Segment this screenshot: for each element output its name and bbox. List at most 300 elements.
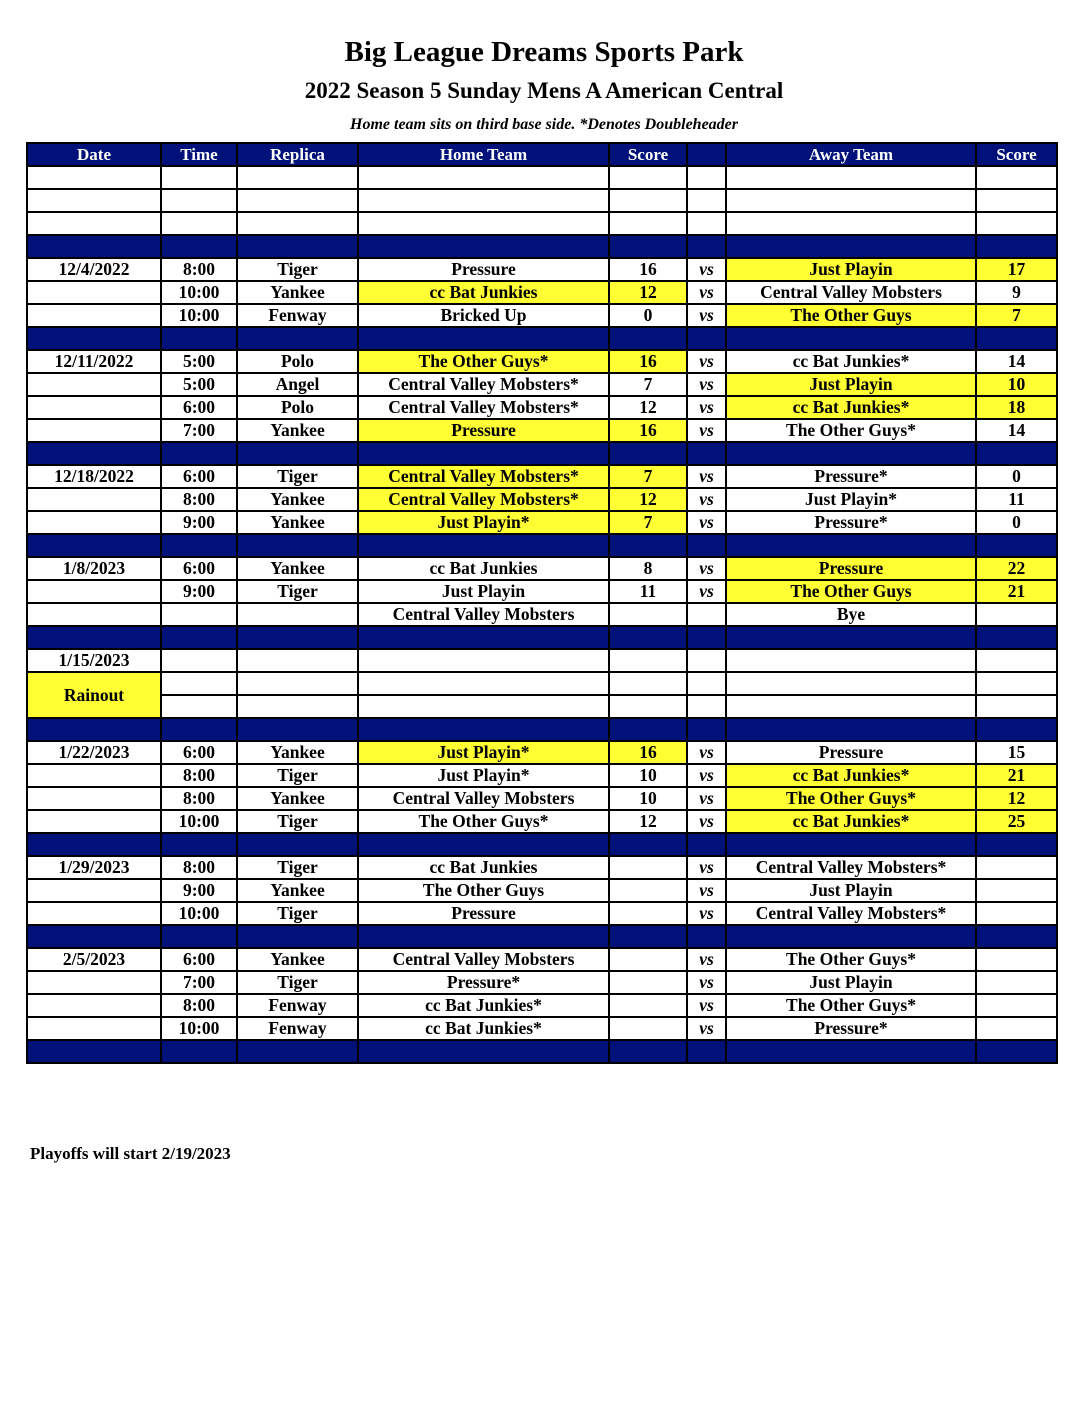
away-team-cell: Pressure* [726, 1017, 976, 1040]
away-team-cell: Just Playin [726, 258, 976, 281]
away-team-cell: The Other Guys* [726, 994, 976, 1017]
home-team-cell: Central Valley Mobsters [358, 948, 609, 971]
separator-cell [358, 534, 609, 557]
date-cell [27, 603, 161, 626]
replica-cell: Tiger [237, 856, 358, 879]
time-cell [161, 189, 237, 212]
away-score-cell: 18 [976, 396, 1057, 419]
home-score-cell: 0 [609, 304, 687, 327]
separator-cell [161, 235, 237, 258]
away-team-cell: Central Valley Mobsters* [726, 856, 976, 879]
table-row [27, 1017, 1057, 1040]
separator-cell [237, 925, 358, 948]
separator-cell [27, 442, 161, 465]
separator-cell [27, 833, 161, 856]
separator-cell [237, 327, 358, 350]
replica-cell [237, 166, 358, 189]
home-score-cell [609, 212, 687, 235]
vs-cell: vs [687, 350, 726, 373]
separator-cell [687, 718, 726, 741]
away-score-cell [976, 603, 1057, 626]
replica-cell [237, 695, 358, 718]
separator-cell [237, 442, 358, 465]
replica-cell: Yankee [237, 948, 358, 971]
separator-cell [27, 1040, 161, 1063]
home-team-cell: cc Bat Junkies* [358, 994, 609, 1017]
home-score-cell [609, 649, 687, 672]
home-team-cell: cc Bat Junkies [358, 281, 609, 304]
away-team-cell: The Other Guys* [726, 419, 976, 442]
col-header-vs [687, 143, 726, 166]
time-cell [161, 695, 237, 718]
away-score-cell: 9 [976, 281, 1057, 304]
home-score-cell: 16 [609, 350, 687, 373]
away-team-cell [726, 189, 976, 212]
separator-cell [161, 1040, 237, 1063]
separator-cell [237, 534, 358, 557]
away-score-cell [976, 649, 1057, 672]
home-team-cell [358, 672, 609, 695]
vs-cell: vs [687, 787, 726, 810]
time-cell: 8:00 [161, 787, 237, 810]
table-header-row [27, 143, 1057, 166]
away-team-cell: cc Bat Junkies* [726, 350, 976, 373]
separator-cell [609, 442, 687, 465]
home-score-cell [609, 902, 687, 925]
home-team-cell: The Other Guys* [358, 350, 609, 373]
home-score-cell: 7 [609, 465, 687, 488]
vs-cell: vs [687, 971, 726, 994]
home-score-cell: 12 [609, 396, 687, 419]
replica-cell: Yankee [237, 419, 358, 442]
replica-cell: Tiger [237, 580, 358, 603]
separator-row [27, 718, 1057, 741]
replica-cell: Tiger [237, 971, 358, 994]
table-row [27, 580, 1057, 603]
time-cell: 6:00 [161, 741, 237, 764]
home-team-cell [358, 695, 609, 718]
away-score-cell [976, 994, 1057, 1017]
date-cell: 12/18/2022 [27, 465, 161, 488]
home-score-cell: 16 [609, 741, 687, 764]
time-cell: 10:00 [161, 281, 237, 304]
vs-cell: vs [687, 764, 726, 787]
date-cell [27, 396, 161, 419]
replica-cell: Yankee [237, 281, 358, 304]
separator-cell [27, 327, 161, 350]
time-cell: 8:00 [161, 994, 237, 1017]
home-score-cell: 8 [609, 557, 687, 580]
separator-cell [976, 1040, 1057, 1063]
replica-cell: Yankee [237, 488, 358, 511]
away-score-cell: 21 [976, 764, 1057, 787]
table-row [27, 971, 1057, 994]
date-cell [27, 810, 161, 833]
replica-cell: Yankee [237, 879, 358, 902]
home-score-cell: 12 [609, 281, 687, 304]
home-team-cell: Central Valley Mobsters* [358, 373, 609, 396]
home-team-cell [358, 189, 609, 212]
home-team-cell: Pressure [358, 902, 609, 925]
date-cell: 1/8/2023 [27, 557, 161, 580]
separator-cell [976, 833, 1057, 856]
separator-cell [976, 235, 1057, 258]
separator-cell [687, 626, 726, 649]
home-team-cell: Central Valley Mobsters* [358, 396, 609, 419]
separator-row [27, 925, 1057, 948]
separator-cell [726, 327, 976, 350]
away-score-cell: 14 [976, 419, 1057, 442]
separator-cell [976, 442, 1057, 465]
vs-cell [687, 166, 726, 189]
time-cell: 5:00 [161, 350, 237, 373]
away-score-cell [976, 695, 1057, 718]
time-cell: 10:00 [161, 1017, 237, 1040]
away-score-cell: 21 [976, 580, 1057, 603]
vs-cell [687, 695, 726, 718]
away-team-cell: Pressure [726, 741, 976, 764]
home-team-cell: cc Bat Junkies* [358, 1017, 609, 1040]
replica-cell: Fenway [237, 1017, 358, 1040]
replica-cell [237, 603, 358, 626]
separator-row [27, 442, 1057, 465]
time-cell: 10:00 [161, 902, 237, 925]
time-cell: 7:00 [161, 971, 237, 994]
home-score-cell [609, 189, 687, 212]
time-cell: 7:00 [161, 419, 237, 442]
home-score-cell: 7 [609, 511, 687, 534]
replica-cell [237, 649, 358, 672]
vs-cell: vs [687, 396, 726, 419]
home-team-cell: Just Playin* [358, 764, 609, 787]
time-cell: 10:00 [161, 304, 237, 327]
time-cell: 9:00 [161, 580, 237, 603]
time-cell: 6:00 [161, 465, 237, 488]
away-team-cell: Pressure [726, 557, 976, 580]
date-cell [27, 373, 161, 396]
away-team-cell: Just Playin [726, 879, 976, 902]
replica-cell: Tiger [237, 258, 358, 281]
table-row [27, 396, 1057, 419]
playoffs-note: Playoffs will start 2/19/2023 [30, 1144, 231, 1163]
home-score-cell: 12 [609, 810, 687, 833]
home-team-cell: Just Playin* [358, 741, 609, 764]
col-header-away-score: Score [976, 143, 1057, 166]
page-title: Big League Dreams Sports Park [344, 36, 744, 68]
vs-cell [687, 189, 726, 212]
home-score-cell [609, 994, 687, 1017]
replica-cell: Tiger [237, 810, 358, 833]
table-row [27, 212, 1057, 235]
away-team-cell [726, 166, 976, 189]
home-score-cell [609, 166, 687, 189]
replica-cell: Angel [237, 373, 358, 396]
away-team-cell: Just Playin [726, 373, 976, 396]
table-row [27, 787, 1057, 810]
home-team-cell: Pressure [358, 419, 609, 442]
col-header-home-score: Score [609, 143, 687, 166]
table-row [27, 994, 1057, 1017]
table-row [27, 258, 1057, 281]
vs-cell: vs [687, 902, 726, 925]
date-cell [27, 488, 161, 511]
table-row [27, 695, 1057, 718]
home-score-cell: 12 [609, 488, 687, 511]
replica-cell: Tiger [237, 465, 358, 488]
date-cell [27, 902, 161, 925]
replica-cell: Fenway [237, 304, 358, 327]
date-cell [27, 994, 161, 1017]
home-team-cell: Bricked Up [358, 304, 609, 327]
home-team-cell: Just Playin* [358, 511, 609, 534]
table-row [27, 672, 1057, 695]
away-team-cell: Pressure* [726, 511, 976, 534]
replica-cell [237, 212, 358, 235]
away-team-cell: Central Valley Mobsters* [726, 902, 976, 925]
time-cell: 8:00 [161, 764, 237, 787]
home-score-cell [609, 948, 687, 971]
separator-cell [161, 327, 237, 350]
time-cell: 8:00 [161, 258, 237, 281]
separator-cell [358, 626, 609, 649]
date-cell [27, 419, 161, 442]
date-cell: 12/11/2022 [27, 350, 161, 373]
replica-cell: Fenway [237, 994, 358, 1017]
vs-cell: vs [687, 810, 726, 833]
separator-row [27, 1040, 1057, 1063]
replica-cell: Yankee [237, 741, 358, 764]
separator-cell [687, 925, 726, 948]
away-team-cell [726, 212, 976, 235]
away-team-cell: cc Bat Junkies* [726, 764, 976, 787]
vs-cell [687, 672, 726, 695]
home-team-cell [358, 166, 609, 189]
home-team-cell: cc Bat Junkies [358, 557, 609, 580]
separator-cell [976, 327, 1057, 350]
away-team-cell: cc Bat Junkies* [726, 810, 976, 833]
separator-cell [609, 626, 687, 649]
time-cell: 6:00 [161, 948, 237, 971]
home-score-cell: 10 [609, 764, 687, 787]
vs-cell [687, 212, 726, 235]
separator-cell [609, 925, 687, 948]
away-team-cell: Just Playin* [726, 488, 976, 511]
separator-cell [358, 833, 609, 856]
away-score-cell [976, 971, 1057, 994]
separator-cell [976, 718, 1057, 741]
date-cell [27, 1017, 161, 1040]
col-header-home-team: Home Team [358, 143, 609, 166]
away-score-cell [976, 212, 1057, 235]
col-header-replica: Replica [237, 143, 358, 166]
vs-cell: vs [687, 1017, 726, 1040]
table-row [27, 281, 1057, 304]
vs-cell: vs [687, 511, 726, 534]
replica-cell: Polo [237, 350, 358, 373]
home-team-cell: The Other Guys [358, 879, 609, 902]
away-score-cell: 12 [976, 787, 1057, 810]
home-team-cell: cc Bat Junkies [358, 856, 609, 879]
time-cell: 8:00 [161, 856, 237, 879]
separator-cell [687, 235, 726, 258]
separator-cell [726, 235, 976, 258]
separator-cell [161, 718, 237, 741]
time-cell: 10:00 [161, 810, 237, 833]
vs-cell: vs [687, 258, 726, 281]
table-row [27, 166, 1057, 189]
time-cell [161, 649, 237, 672]
date-cell [27, 879, 161, 902]
home-team-cell: Central Valley Mobsters [358, 603, 609, 626]
vs-cell: vs [687, 488, 726, 511]
table-row [27, 879, 1057, 902]
table-row [27, 649, 1057, 672]
away-score-cell [976, 1017, 1057, 1040]
date-cell [27, 281, 161, 304]
separator-cell [976, 534, 1057, 557]
vs-cell: vs [687, 948, 726, 971]
replica-cell: Yankee [237, 557, 358, 580]
home-score-cell [609, 1017, 687, 1040]
away-score-cell [976, 879, 1057, 902]
vs-cell: vs [687, 281, 726, 304]
home-team-cell [358, 649, 609, 672]
away-team-cell [726, 649, 976, 672]
date-cell: 1/22/2023 [27, 741, 161, 764]
separator-cell [358, 442, 609, 465]
separator-row [27, 626, 1057, 649]
rainout-badge: Rainout [27, 672, 161, 718]
separator-cell [358, 925, 609, 948]
table-row [27, 350, 1057, 373]
date-cell: 1/29/2023 [27, 856, 161, 879]
separator-row [27, 235, 1057, 258]
time-cell: 5:00 [161, 373, 237, 396]
separator-cell [726, 833, 976, 856]
date-cell [27, 764, 161, 787]
table-row [27, 902, 1057, 925]
separator-cell [358, 1040, 609, 1063]
separator-cell [27, 718, 161, 741]
separator-cell [161, 925, 237, 948]
separator-cell [726, 626, 976, 649]
separator-cell [237, 235, 358, 258]
home-score-cell [609, 879, 687, 902]
away-score-cell: 0 [976, 511, 1057, 534]
home-score-cell: 7 [609, 373, 687, 396]
home-team-cell: Central Valley Mobsters* [358, 488, 609, 511]
table-row [27, 488, 1057, 511]
page-subtitle: 2022 Season 5 Sunday Mens A American Central [304, 78, 784, 103]
home-score-cell [609, 856, 687, 879]
separator-cell [27, 925, 161, 948]
table-row [27, 810, 1057, 833]
vs-cell: vs [687, 373, 726, 396]
away-team-cell: cc Bat Junkies* [726, 396, 976, 419]
away-score-cell [976, 856, 1057, 879]
separator-cell [687, 833, 726, 856]
home-team-cell: Pressure [358, 258, 609, 281]
separator-cell [358, 718, 609, 741]
table-row [27, 189, 1057, 212]
separator-cell [27, 235, 161, 258]
separator-cell [726, 718, 976, 741]
vs-cell: vs [687, 994, 726, 1017]
away-team-cell: Just Playin [726, 971, 976, 994]
away-score-cell: 22 [976, 557, 1057, 580]
away-score-cell [976, 902, 1057, 925]
replica-cell: Tiger [237, 764, 358, 787]
home-score-cell: 11 [609, 580, 687, 603]
home-team-cell: Just Playin [358, 580, 609, 603]
away-team-cell: The Other Guys* [726, 948, 976, 971]
table-row [27, 764, 1057, 787]
away-score-cell: 10 [976, 373, 1057, 396]
separator-cell [726, 1040, 976, 1063]
away-score-cell: 11 [976, 488, 1057, 511]
away-score-cell: 25 [976, 810, 1057, 833]
home-team-cell: The Other Guys* [358, 810, 609, 833]
time-cell: 9:00 [161, 511, 237, 534]
time-cell: 6:00 [161, 557, 237, 580]
home-team-cell: Pressure* [358, 971, 609, 994]
separator-cell [237, 626, 358, 649]
away-team-cell: Bye [726, 603, 976, 626]
away-score-cell [976, 189, 1057, 212]
time-cell [161, 166, 237, 189]
vs-cell [687, 649, 726, 672]
separator-cell [27, 534, 161, 557]
table-row [27, 948, 1057, 971]
table-row [27, 419, 1057, 442]
home-score-cell: 16 [609, 419, 687, 442]
home-team-cell [358, 212, 609, 235]
table-row [27, 741, 1057, 764]
table-row [27, 465, 1057, 488]
separator-cell [27, 626, 161, 649]
replica-cell: Yankee [237, 787, 358, 810]
col-header-date: Date [27, 143, 161, 166]
home-score-cell: 16 [609, 258, 687, 281]
time-cell: 8:00 [161, 488, 237, 511]
away-score-cell: 15 [976, 741, 1057, 764]
date-cell [27, 212, 161, 235]
separator-cell [237, 833, 358, 856]
separator-cell [161, 833, 237, 856]
replica-cell: Tiger [237, 902, 358, 925]
vs-cell: vs [687, 304, 726, 327]
date-cell: 1/15/2023 [27, 649, 161, 672]
separator-cell [687, 534, 726, 557]
time-cell [161, 603, 237, 626]
date-cell [27, 787, 161, 810]
replica-cell: Yankee [237, 511, 358, 534]
separator-row [27, 833, 1057, 856]
vs-cell: vs [687, 856, 726, 879]
page-note: Home team sits on third base side. *Denotes Doubleheader [350, 116, 738, 133]
away-score-cell [976, 672, 1057, 695]
away-score-cell: 17 [976, 258, 1057, 281]
away-team-cell [726, 695, 976, 718]
table-row [27, 511, 1057, 534]
date-cell [27, 971, 161, 994]
home-team-cell: Central Valley Mobsters [358, 787, 609, 810]
vs-cell: vs [687, 741, 726, 764]
separator-cell [687, 1040, 726, 1063]
vs-cell: vs [687, 419, 726, 442]
home-score-cell [609, 603, 687, 626]
separator-cell [609, 1040, 687, 1063]
